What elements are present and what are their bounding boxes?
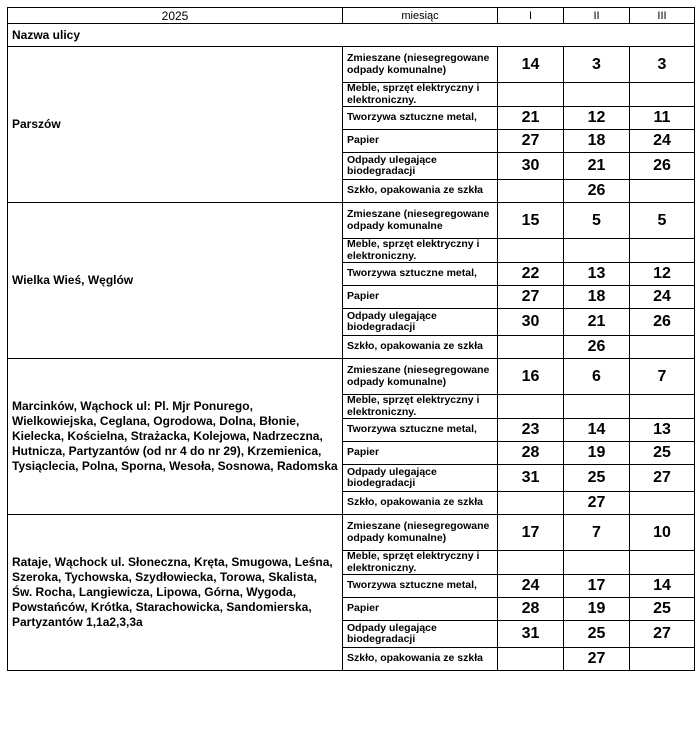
pickup-day-month-3: 27 [630, 465, 695, 492]
month-label-header: miesiąc [343, 8, 498, 24]
pickup-day-month-3 [630, 83, 695, 107]
pickup-day-month-2: 18 [564, 130, 630, 153]
waste-type-cell: Odpady ulegające biodegradacji [343, 621, 498, 648]
pickup-day-month-3: 10 [630, 515, 695, 551]
pickup-day-month-2 [564, 83, 630, 107]
pickup-day-month-1: 14 [498, 47, 564, 83]
pickup-day-month-3 [630, 180, 695, 203]
street-names-cell: Marcinków, Wąchock ul: Pl. Mjr Ponurego, Wielkowiejska, Ceglana, Ogrodowa, Dolna, Błonie, Kielecka, Kościelna, Strażacka, Kolejowa, Nadrzeczna, Hutnicza, Partyzantów (od nr 4 do nr 29), Krzemienica, Tysiąclecia, Polna, Sporna, Wesoła, Sosnowa, Radomska [8, 359, 343, 515]
waste-type-cell: Papier [343, 442, 498, 465]
street-name-header: Nazwa ulicy [8, 24, 695, 47]
pickup-day-month-3 [630, 648, 695, 671]
pickup-day-month-2: 21 [564, 153, 630, 180]
pickup-day-month-1: 28 [498, 442, 564, 465]
pickup-day-month-3: 24 [630, 130, 695, 153]
schedule-row [8, 359, 695, 395]
pickup-day-month-1 [498, 180, 564, 203]
waste-type-cell: Odpady ulegające biodegradacji [343, 465, 498, 492]
pickup-day-month-3 [630, 336, 695, 359]
pickup-day-month-3: 25 [630, 598, 695, 621]
pickup-day-month-2 [564, 395, 630, 419]
pickup-day-month-2: 3 [564, 47, 630, 83]
month-header-2: II [564, 8, 630, 24]
pickup-day-month-3: 3 [630, 47, 695, 83]
pickup-day-month-2: 6 [564, 359, 630, 395]
pickup-day-month-2: 19 [564, 442, 630, 465]
pickup-day-month-2: 7 [564, 515, 630, 551]
waste-type-cell: Odpady ulegające biodegradacji [343, 309, 498, 336]
pickup-day-month-2: 27 [564, 648, 630, 671]
pickup-day-month-2: 5 [564, 203, 630, 239]
street-names-cell: Wielka Wieś, Węglów [8, 203, 343, 359]
pickup-day-month-1: 31 [498, 465, 564, 492]
pickup-day-month-1 [498, 551, 564, 575]
pickup-day-month-1: 31 [498, 621, 564, 648]
waste-type-cell: Papier [343, 598, 498, 621]
pickup-day-month-3: 27 [630, 621, 695, 648]
street-names-cell: Parszów [8, 47, 343, 203]
month-header-3: III [630, 8, 695, 24]
waste-type-cell: Meble, sprzęt elektryczny i elektroniczny. [343, 551, 498, 575]
pickup-day-month-1: 21 [498, 107, 564, 130]
waste-type-cell: Zmieszane (niesegregowane odpady komunalne [343, 203, 498, 239]
pickup-day-month-1: 30 [498, 153, 564, 180]
waste-type-cell: Meble, sprzęt elektryczny i elektroniczny. [343, 239, 498, 263]
pickup-day-month-2: 18 [564, 286, 630, 309]
pickup-day-month-3: 12 [630, 263, 695, 286]
pickup-day-month-3 [630, 239, 695, 263]
pickup-day-month-3: 26 [630, 153, 695, 180]
pickup-day-month-3: 24 [630, 286, 695, 309]
pickup-day-month-1: 22 [498, 263, 564, 286]
waste-schedule-table [7, 7, 695, 671]
waste-type-cell: Zmieszane (niesegregowane odpady komunalne) [343, 359, 498, 395]
pickup-day-month-1: 17 [498, 515, 564, 551]
pickup-day-month-2: 14 [564, 419, 630, 442]
pickup-day-month-2: 27 [564, 492, 630, 515]
pickup-day-month-3: 13 [630, 419, 695, 442]
pickup-day-month-2 [564, 239, 630, 263]
waste-type-cell: Tworzywa sztuczne metal, [343, 419, 498, 442]
pickup-day-month-1 [498, 395, 564, 419]
pickup-day-month-1: 30 [498, 309, 564, 336]
waste-type-cell: Szkło, opakowania ze szkła [343, 648, 498, 671]
month-header-1: I [498, 8, 564, 24]
waste-type-cell: Odpady ulegające biodegradacji [343, 153, 498, 180]
waste-type-cell: Szkło, opakowania ze szkła [343, 180, 498, 203]
pickup-day-month-1 [498, 239, 564, 263]
pickup-day-month-2: 12 [564, 107, 630, 130]
pickup-day-month-1: 15 [498, 203, 564, 239]
pickup-day-month-3 [630, 492, 695, 515]
pickup-day-month-2: 26 [564, 180, 630, 203]
year-header: 2025 [8, 8, 343, 24]
pickup-day-month-3: 5 [630, 203, 695, 239]
pickup-day-month-2: 21 [564, 309, 630, 336]
schedule-row [8, 47, 695, 83]
waste-type-cell: Tworzywa sztuczne metal, [343, 575, 498, 598]
header-row [8, 8, 695, 24]
pickup-day-month-1: 28 [498, 598, 564, 621]
pickup-day-month-3 [630, 551, 695, 575]
pickup-day-month-3: 11 [630, 107, 695, 130]
pickup-day-month-1: 27 [498, 286, 564, 309]
pickup-day-month-2 [564, 551, 630, 575]
pickup-day-month-2: 25 [564, 465, 630, 492]
waste-type-cell: Papier [343, 130, 498, 153]
waste-type-cell: Meble, sprzęt elektryczny i elektroniczny. [343, 395, 498, 419]
waste-type-cell: Meble, sprzęt elektryczny i elektroniczny. [343, 83, 498, 107]
waste-type-cell: Tworzywa sztuczne metal, [343, 107, 498, 130]
waste-type-cell: Zmieszane (niesegregowane odpady komunalne) [343, 47, 498, 83]
pickup-day-month-3: 7 [630, 359, 695, 395]
waste-type-cell: Szkło, opakowania ze szkła [343, 336, 498, 359]
pickup-day-month-2: 13 [564, 263, 630, 286]
pickup-day-month-2: 25 [564, 621, 630, 648]
pickup-day-month-1 [498, 492, 564, 515]
schedule-row [8, 203, 695, 239]
schedule-row [8, 515, 695, 551]
pickup-day-month-3 [630, 395, 695, 419]
waste-type-cell: Tworzywa sztuczne metal, [343, 263, 498, 286]
pickup-day-month-3: 26 [630, 309, 695, 336]
pickup-day-month-1 [498, 83, 564, 107]
street-header-row [8, 24, 695, 47]
pickup-day-month-1: 24 [498, 575, 564, 598]
pickup-day-month-3: 14 [630, 575, 695, 598]
pickup-day-month-3: 25 [630, 442, 695, 465]
pickup-day-month-1 [498, 336, 564, 359]
pickup-day-month-1: 16 [498, 359, 564, 395]
pickup-day-month-2: 26 [564, 336, 630, 359]
pickup-day-month-1: 23 [498, 419, 564, 442]
waste-type-cell: Zmieszane (niesegregowane odpady komunalne) [343, 515, 498, 551]
pickup-day-month-1 [498, 648, 564, 671]
pickup-day-month-2: 17 [564, 575, 630, 598]
street-names-cell: Rataje, Wąchock ul. Słoneczna, Kręta, Smugowa, Leśna, Szeroka, Tychowska, Szydłowiecka, Torowa, Skalista, Św. Rocha, Langiewicza, Lipowa, Górna, Wygoda, Powstańców, Krótka, Starachowicka, Sandomierska, Partyzantów 1,1a2,3,3a [8, 515, 343, 671]
pickup-day-month-2: 19 [564, 598, 630, 621]
waste-type-cell: Papier [343, 286, 498, 309]
pickup-day-month-1: 27 [498, 130, 564, 153]
waste-type-cell: Szkło, opakowania ze szkła [343, 492, 498, 515]
